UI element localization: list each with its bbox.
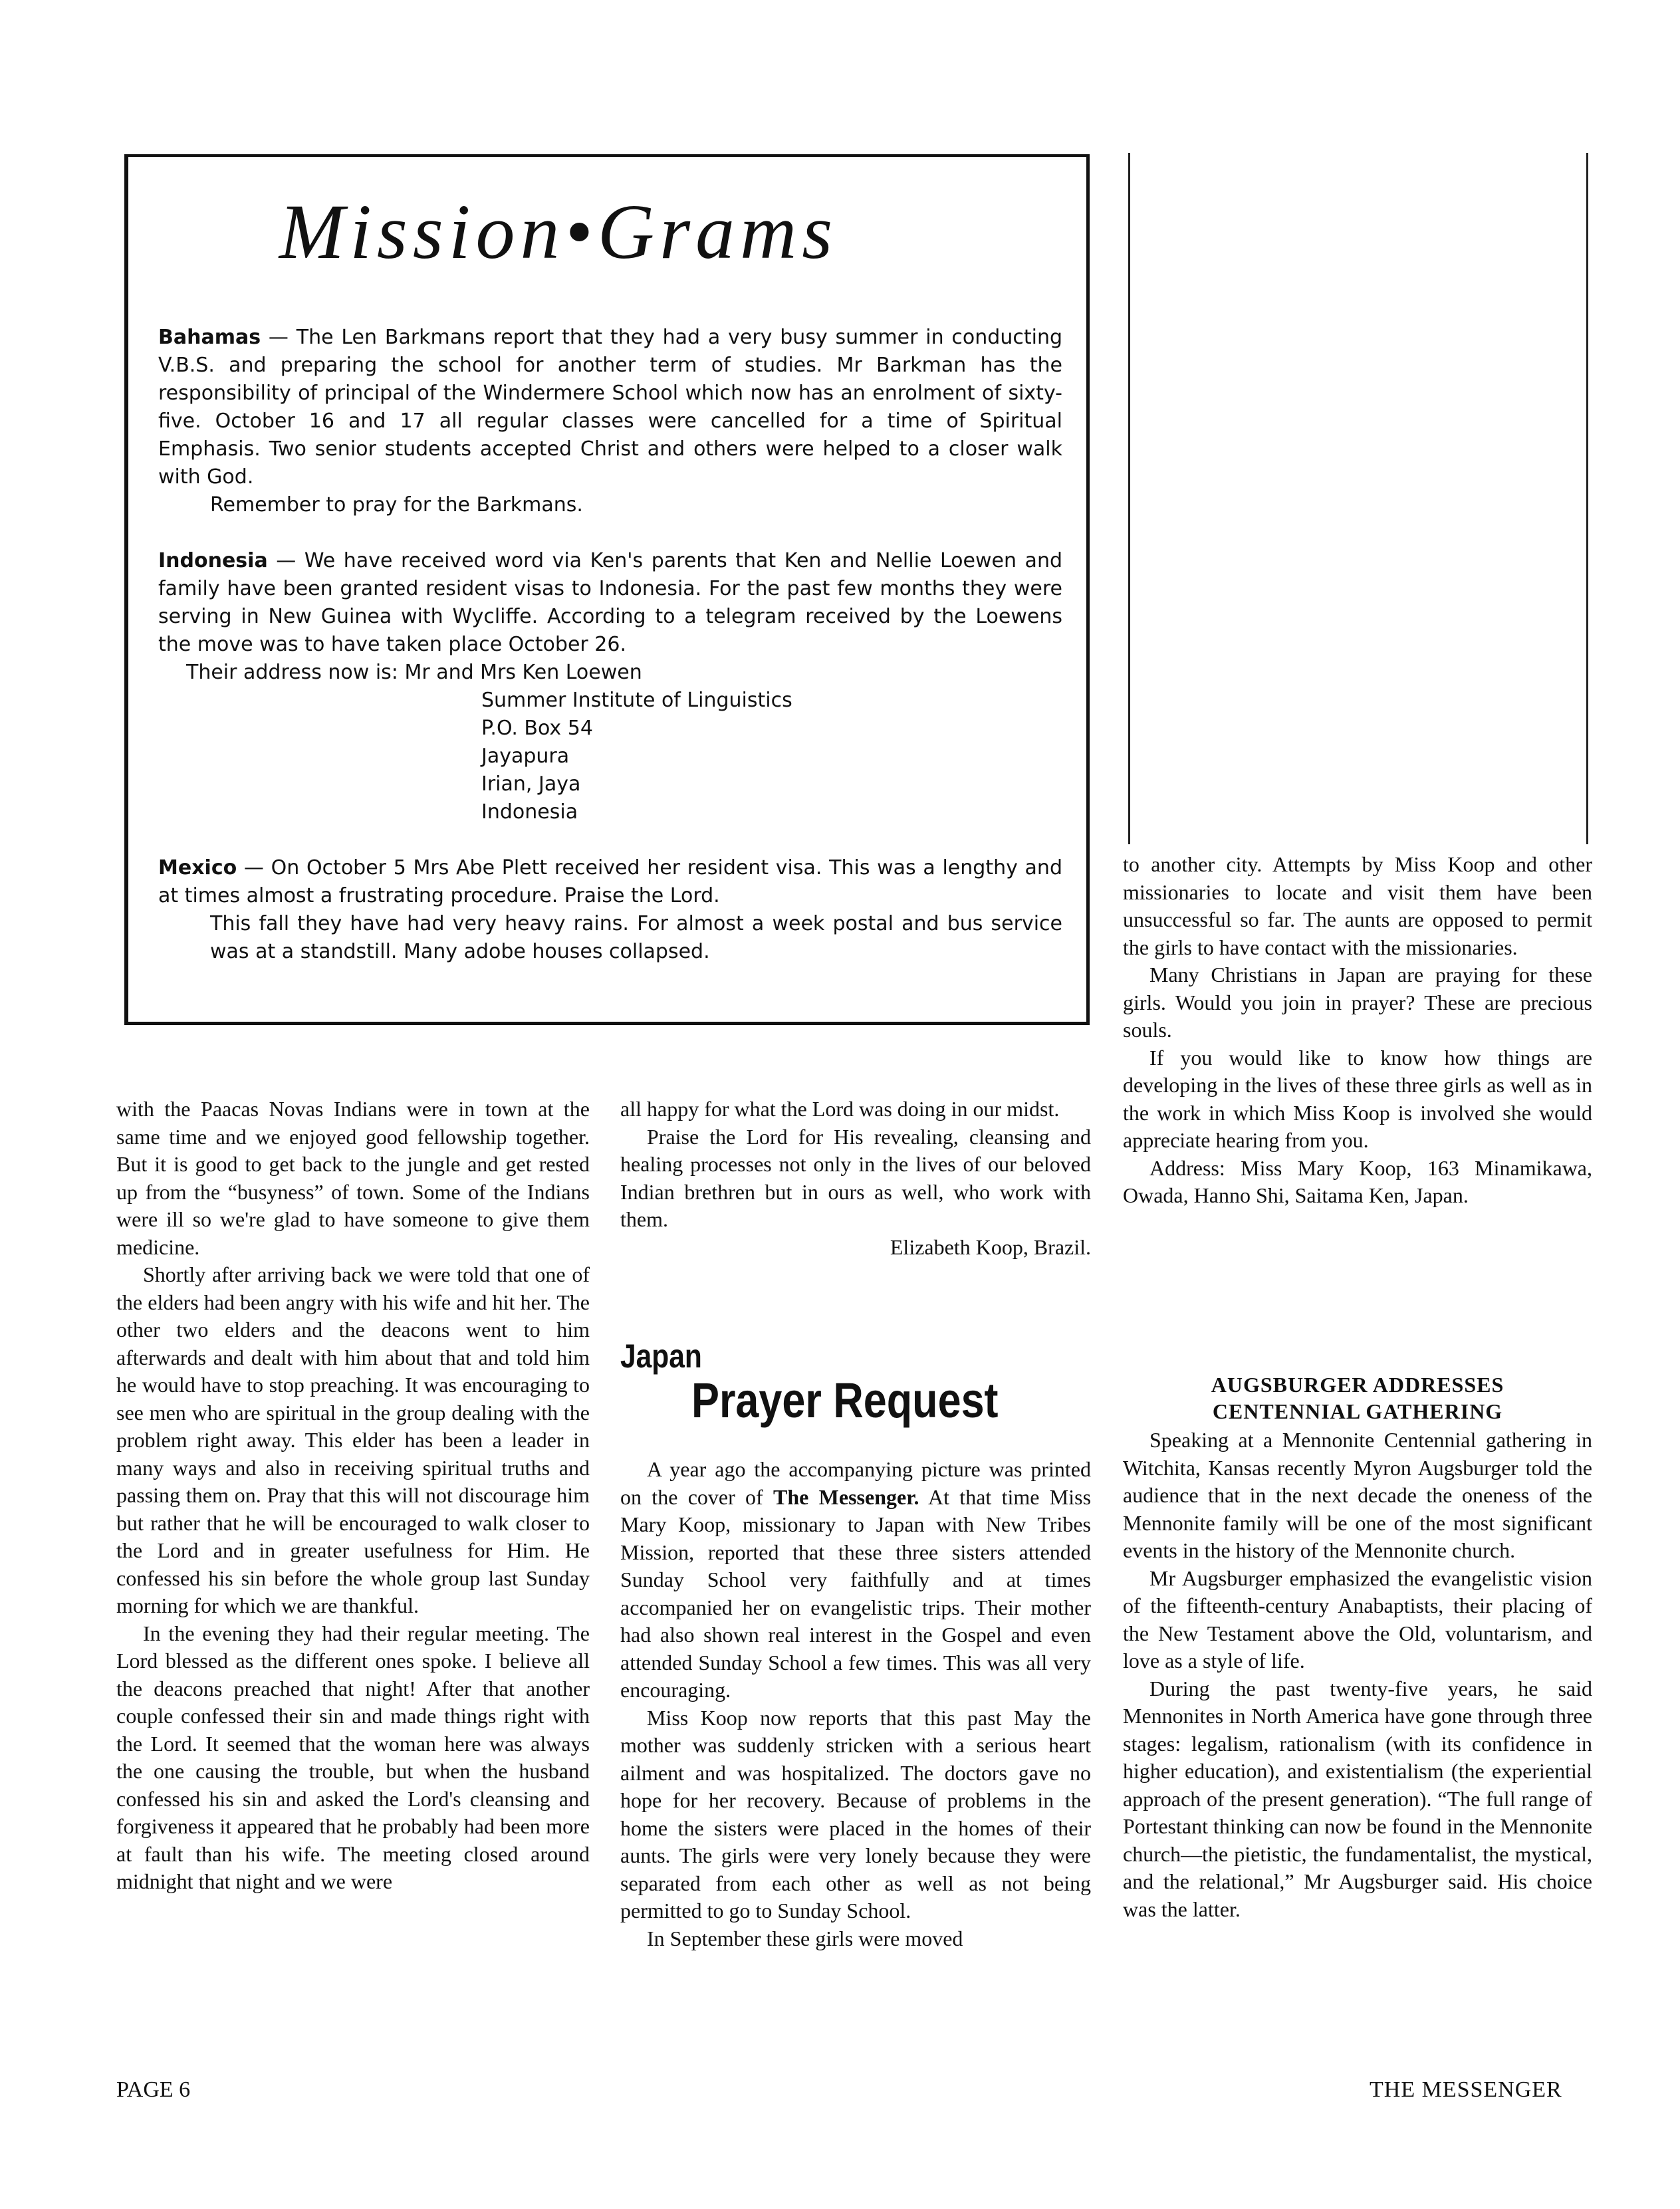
- bahamas-item: Bahamas — The Len Barkmans report that they had a very busy summer in conducting V.B.S. and preparing the school for another term of studies. Mr Barkman has the responsibility of principal of the Windermere School which now has an enrolment of sixty-five. October 16 and 17 all regular classes were cancelled for a time of Spiritual Emphasis. Two senior students accepted Christ and others were helped to a closer walk with God.: [158, 326, 1062, 489]
- paragraph: with the Paacas Novas Indians were in town at the same time and we enjoyed good fellowship together. But it is good to get back to the jungle and get rested up from the “busyness” of town. Some of the Indians were ill so we're glad to have someone to give them medicine.: [116, 1097, 590, 1259]
- paragraph: Shortly after arriving back we were told that one of the elders had been angry with his wife and hit her. The other two elders and the deacons went to him afterwards and dealt with him about that and told him he would have to stop preaching. It was encouraging to see men who are spiritual in the group dealing with the problem right away. This elder has been a leader in many ways and also in receiving spiritual truths and passing them on. Pray that this will not discourage him but rather that he will be encouraged to walk closer to the Lord and in greater usefulness for Him. He confessed his sin before the whole group last Sunday morning for which we are thankful.: [116, 1262, 590, 1617]
- paragraph: Praise the Lord for His revealing, cleansing and healing processes not only in the lives of our beloved Indian brethren but in ours as well, who work with them.: [620, 1124, 1091, 1231]
- address-line: Indonesia: [481, 800, 578, 824]
- mexico-label: Mexico: [158, 856, 237, 879]
- paragraph: to another city. Attempts by Miss Koop and other missionaries to locate and visit them have been unsuccessful so far. The aunts are opposed to permit the girls to have contact with the missionaries.: [1123, 852, 1592, 959]
- bahamas-prayer: Remember to pray for the Barkmans.: [210, 493, 583, 517]
- japan-kicker: Japan: [620, 1337, 702, 1375]
- paragraph: Many Christians in Japan are praying for these girls. Would you join in prayer? These are precious souls.: [1123, 963, 1592, 1042]
- prayer-request-headline: Prayer Request: [691, 1373, 999, 1428]
- address-line: Irian, Jaya: [481, 772, 581, 796]
- mexico-item-2: This fall they have had very heavy rains. For almost a week postal and bus service was at a standstill. Many adobe houses collapsed.: [210, 912, 1062, 963]
- address-line: Jayapura: [481, 745, 570, 768]
- signature: Elizabeth Koop, Brazil.: [890, 1234, 1091, 1259]
- mission-grams-title: Mission•Grams: [279, 188, 838, 275]
- indonesia-label: Indonesia: [158, 549, 268, 572]
- photo-frame: [1128, 153, 1588, 844]
- magazine-name: The Messenger.: [773, 1484, 919, 1509]
- paragraph: Speaking at a Mennonite Centennial gathering in Witchita, Kansas recently Myron Augsburger told the audience that in the next decade the oneness of the Mennonite family will be one of the most significant events in the history of the Mennonite church.: [1123, 1428, 1592, 1562]
- address-line: P.O. Box 54: [481, 717, 593, 740]
- paragraph: If you would like to know how things are developing in the lives of these three girls as well as in the work in which Miss Koop is involved she would appreciate hearing from you.: [1123, 1045, 1592, 1152]
- indonesia-address-intro: Their address now is: Mr and Mrs Ken Loewen: [186, 661, 642, 684]
- paragraph: During the past twenty-five years, he said Mennonites in North America have gone through three stages: legalism, rationalism (with its confidence in higher education), and existentialism (the experiential approach of the present generation). “The full range of Portestant thinking can now be found in the Mennonite church—the pietistic, the fundamentalist, the mystical, and the relational,” Mr Augsburger said. His choice was the latter.: [1123, 1676, 1592, 1921]
- prayer-request-article: [620, 1456, 1091, 1952]
- augsburger-headline: AUGSBURGER ADDRESSES CENTENNIAL GATHERING: [1211, 1373, 1504, 1423]
- bahamas-label: Bahamas: [158, 326, 261, 349]
- publication-name: THE MESSENGER: [1370, 2077, 1562, 2102]
- mission-grams-body: [158, 324, 1062, 966]
- column-1: [116, 1096, 590, 1896]
- mexico-item: Mexico — On October 5 Mrs Abe Plett received her resident visa. This was a lengthy and at times almost a frustrating procedure. Praise the Lord.: [158, 856, 1062, 907]
- indonesia-item: Indonesia — We have received word via Ken's parents that Ken and Nellie Loewen and family have been granted resident visas to Indonesia. For the past few months they were serving in New Guinea with Wycliffe. According to a telegram received by the Loewens the move was to have taken place October 26.: [158, 549, 1062, 656]
- paragraph: A year ago the accompanying picture was printed on the cover of The Messenger. At that time Miss Mary Koop, missionary to Japan with New Tribes Mission, reported that these three sisters attended Sunday School very faithfully and at times accompanied her on evangelistic trips. Their mother had also shown real interest in the Gospel and even attended Sunday School a few times. This was all very encouraging.: [620, 1457, 1092, 1702]
- paragraph: In September these girls were moved: [647, 1926, 963, 1950]
- augsburger-article: [1123, 1427, 1592, 1923]
- paragraph: all happy for what the Lord was doing in our midst.: [620, 1097, 1060, 1121]
- paragraph: In the evening they had their regular meeting. The Lord blessed as the different ones spoke. I believe all the deacons preached that night! After that another couple confessed their sin and made things right with the Lord. It seemed that the woman here was always the one causing the trouble, but when the husband confessed his sin and asked the Lord's cleansing and forgiveness it appeared that he probably had been more at fault than his wife. The meeting closed around midnight that night and we were: [116, 1621, 590, 1893]
- paragraph: Mr Augsburger emphasized the evangelistic vision of the fifteenth-century Anabaptists, their placing of the New Testament above the Old, voluntarism, and love as a style of life.: [1123, 1566, 1592, 1673]
- address-line: Summer Institute of Linguistics: [481, 689, 792, 712]
- column-3: [1123, 851, 1592, 1210]
- paragraph: Miss Koop now reports that this past May the mother was suddenly stricken with a serious heart ailment and was hospitalized. The doctors gave no hope for her recovery. Because of problems in the home the sisters were placed in the homes of their aunts. The girls were very lonely because they were separated from each other as well as not being permitted to go to Sunday School.: [620, 1705, 1091, 1922]
- column-2: [620, 1096, 1091, 1261]
- page-number: PAGE 6: [116, 2077, 191, 2102]
- paragraph: Address: Miss Mary Koop, 163 Minamikawa, Owada, Hanno Shi, Saitama Ken, Japan.: [1123, 1155, 1592, 1207]
